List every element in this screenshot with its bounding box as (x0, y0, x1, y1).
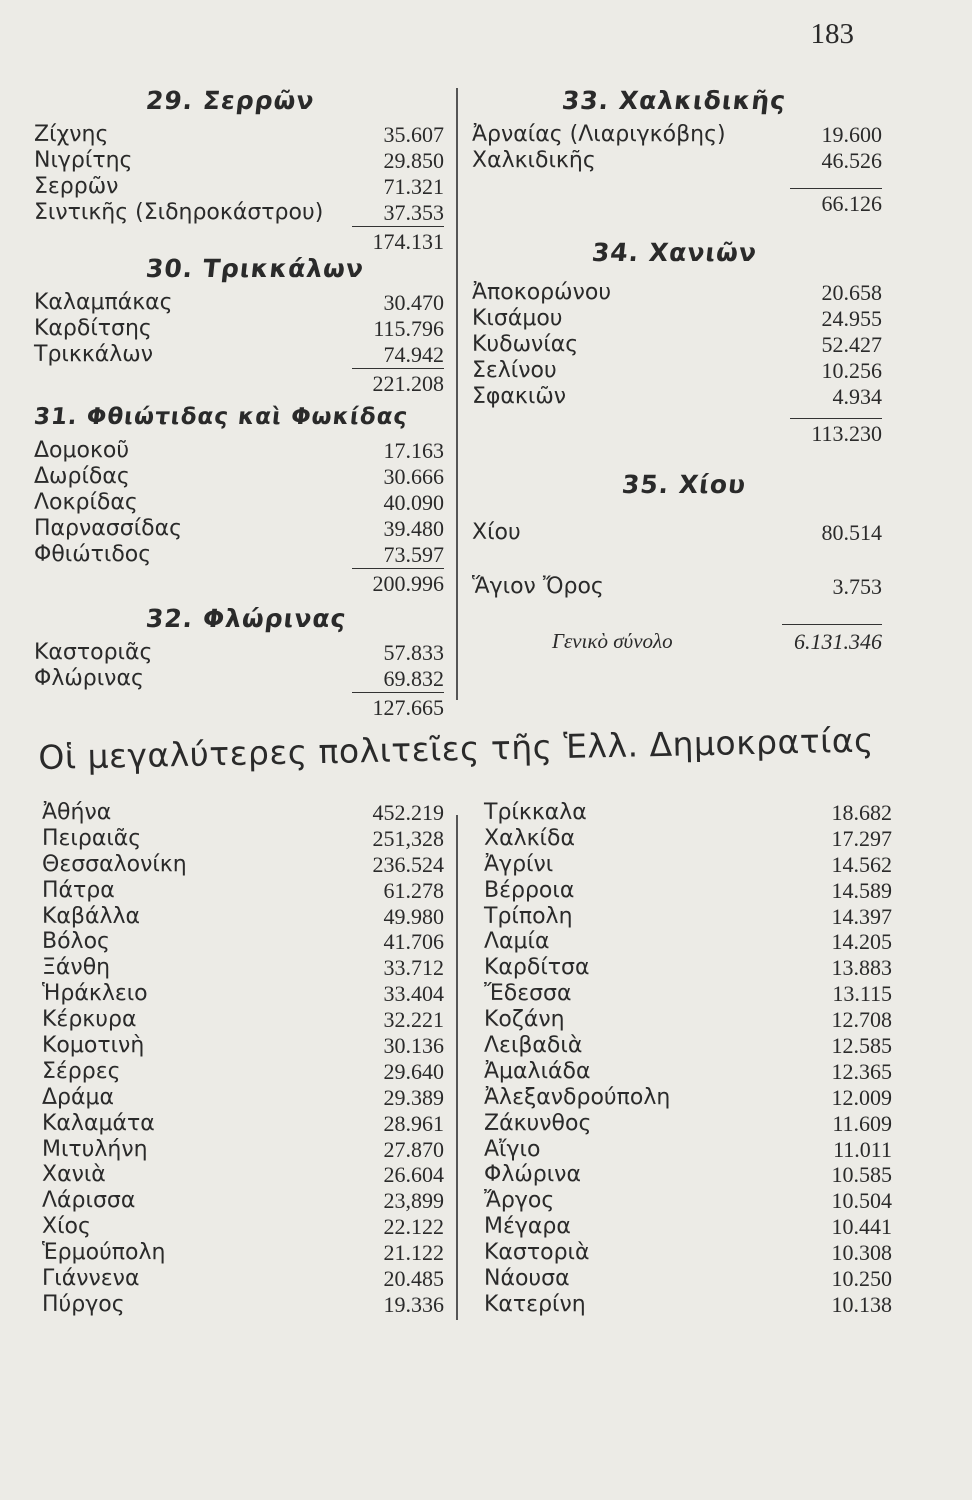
table-row (472, 280, 882, 306)
city-name: Κατερίνη (484, 1291, 586, 1317)
city-name: Κομοτινὴ (42, 1033, 145, 1059)
table-row (34, 516, 444, 542)
city-population: 27.870 (383, 1136, 444, 1162)
cities-title: Οἱ μεγαλύτερες πολιτεῖες τῆς Ἑλλ. Δημοκρατίας (38, 720, 875, 777)
row-name: Ἀποκορώνου (472, 280, 612, 305)
city-population: 10.250 (831, 1266, 892, 1292)
city-name: Κέρκυρα (42, 1007, 137, 1033)
city-name: Γιάννενα (42, 1266, 140, 1292)
city-population: 11.011 (833, 1136, 892, 1162)
list-item (484, 1007, 892, 1033)
row-value: 19.600 (821, 122, 882, 147)
row-value: 30.470 (383, 290, 444, 315)
table-row (34, 490, 444, 516)
column-divider (456, 815, 458, 1320)
row-name: Καστοριᾶς (34, 640, 153, 665)
row-value: 115.796 (373, 316, 444, 341)
list-item (484, 1162, 892, 1188)
city-name: Καρδίτσα (484, 955, 590, 981)
city-name: Λαμία (484, 929, 550, 955)
row-name: Δομοκοῦ (34, 438, 130, 463)
grand-total-label: Γενικὸ σύνολο (552, 629, 673, 653)
city-population: 13.115 (832, 981, 892, 1007)
row-name: Ἅγιον Ὄρος (472, 574, 604, 599)
city-name: Τρίκκαλα (484, 800, 587, 825)
city-population: 30.136 (383, 1033, 444, 1059)
city-population: 33.712 (383, 955, 444, 981)
list-item (42, 1162, 444, 1188)
row-name: Σιντικῆς (Σιδηροκάστρου) (34, 200, 324, 225)
row-value: 57.833 (383, 640, 444, 665)
list-item (484, 981, 892, 1007)
city-name: Καλαμάτα (42, 1110, 155, 1136)
list-item (484, 826, 892, 852)
total-value: 200.996 (352, 568, 444, 598)
city-population: 21.122 (383, 1240, 444, 1266)
row-value: 39.480 (383, 516, 444, 541)
city-name: Χίος (42, 1214, 91, 1240)
table-row (34, 200, 444, 226)
list-item (42, 826, 444, 852)
list-item (484, 852, 892, 878)
city-name: Ζάκυνθος (484, 1110, 592, 1136)
city-name: Σέρρες (42, 1058, 121, 1084)
table-row (472, 358, 882, 384)
row-name: Φλώρινας (34, 666, 144, 691)
section-total (34, 692, 444, 722)
table-row (472, 148, 882, 174)
row-value: 71.321 (383, 174, 444, 199)
city-name: Ξάνθη (42, 955, 111, 981)
city-population: 41.706 (383, 929, 444, 955)
city-name: Ἀλεξανδρούπολη (484, 1084, 671, 1110)
list-item (42, 955, 444, 981)
city-name: Αἴγιο (484, 1136, 541, 1162)
city-name: Πειραιᾶς (42, 825, 142, 851)
list-item (42, 1266, 444, 1292)
table-row (34, 438, 444, 464)
row-value: 74.942 (383, 342, 444, 367)
list-item (42, 1007, 444, 1033)
grand-total-value: 6.131.346 (782, 624, 882, 658)
city-population: 13.883 (831, 955, 892, 981)
table-row (34, 542, 444, 568)
table-row (472, 574, 882, 600)
row-value: 80.514 (821, 520, 882, 545)
city-population: 33.404 (383, 981, 444, 1007)
total-value: 127.665 (352, 692, 444, 722)
row-value: 37.353 (383, 200, 444, 225)
section-heading: 34. Χανιῶν (590, 238, 759, 267)
city-name: Φλώρινα (484, 1162, 581, 1188)
list-item (42, 1085, 444, 1111)
city-name: Ἀμαλιάδα (484, 1058, 591, 1084)
city-population: 12.708 (831, 1007, 892, 1033)
grand-total (472, 624, 882, 658)
row-name: Νιγρίτης (34, 148, 133, 173)
list-item (42, 1111, 444, 1137)
cities-list-right (484, 800, 892, 1318)
section-heading: 33. Χαλκιδικῆς (560, 86, 788, 115)
city-name: Θεσσαλονίκη (42, 851, 187, 877)
list-item (484, 1059, 892, 1085)
row-value: 3.753 (832, 574, 882, 599)
city-population: 14.205 (831, 929, 892, 955)
city-population: 12.585 (831, 1033, 892, 1059)
city-name: Πύργος (42, 1291, 125, 1317)
list-item (42, 1188, 444, 1214)
list-item (484, 1266, 892, 1292)
list-item (42, 878, 444, 904)
list-item (484, 1240, 892, 1266)
list-item (42, 1033, 444, 1059)
list-item (484, 800, 892, 826)
city-population: 61.278 (383, 877, 444, 903)
list-item (484, 929, 892, 955)
row-value: 52.427 (821, 332, 882, 357)
list-item (484, 1137, 892, 1163)
city-name: Λάρισσα (42, 1188, 136, 1214)
row-value: 29.850 (383, 148, 444, 173)
city-name: Ἄργος (484, 1188, 555, 1214)
table-row (34, 122, 444, 148)
table-row (472, 332, 882, 358)
row-name: Ἀρναίας (Λιαριγκόβης) (472, 122, 726, 147)
city-name: Βέρροια (484, 877, 575, 903)
list-item (42, 1240, 444, 1266)
city-population: 29.640 (383, 1058, 444, 1084)
section-total (472, 188, 882, 218)
table-row (34, 174, 444, 200)
table-row (34, 666, 444, 692)
row-name: Τρικκάλων (34, 342, 154, 367)
table-row (472, 122, 882, 148)
section-heading: 31. Φθιώτιδας καὶ Φωκίδας (32, 404, 410, 430)
city-name: Χαλκίδα (484, 825, 575, 851)
table-row (472, 384, 882, 410)
list-item (484, 1292, 892, 1318)
row-name: Χαλκιδικῆς (472, 148, 596, 173)
table-row (34, 316, 444, 342)
row-value: 24.955 (821, 306, 882, 331)
list-item (42, 904, 444, 930)
row-name: Παρνασσίδας (34, 516, 183, 541)
city-name: Χανιὰ (42, 1162, 106, 1188)
list-item (42, 800, 444, 826)
city-population: 28.961 (383, 1110, 444, 1136)
row-name: Κυδωνίας (472, 332, 579, 357)
city-population: 19.336 (383, 1291, 444, 1317)
row-name: Λοκρίδας (34, 490, 138, 515)
row-value: 10.256 (821, 358, 882, 383)
city-population: 251,328 (372, 825, 444, 851)
city-population: 10.308 (831, 1240, 892, 1266)
table-row (34, 640, 444, 666)
city-population: 14.562 (831, 851, 892, 877)
list-item (484, 1188, 892, 1214)
city-name: Πάτρα (42, 877, 115, 903)
list-item (484, 878, 892, 904)
city-name: Ἡράκλειο (42, 981, 148, 1007)
city-name: Μιτυλήνη (42, 1136, 148, 1162)
total-value: 113.230 (790, 418, 882, 448)
row-value: 69.832 (383, 666, 444, 691)
table-row (472, 520, 882, 546)
row-value: 17.163 (383, 438, 444, 463)
list-item (484, 1085, 892, 1111)
row-name: Κισάμου (472, 306, 563, 331)
city-population: 23,899 (383, 1188, 444, 1214)
row-value: 35.607 (383, 122, 444, 147)
city-name: Τρίπολη (484, 903, 573, 929)
table-row (472, 306, 882, 332)
row-name: Καλαμπάκας (34, 290, 173, 315)
city-population: 14.589 (831, 877, 892, 903)
row-value: 46.526 (821, 148, 882, 173)
section-total (34, 568, 444, 598)
city-population: 11.609 (832, 1110, 892, 1136)
city-population: 236.524 (372, 851, 444, 877)
row-name: Δωρίδας (34, 464, 130, 489)
city-name: Ἀθήνα (42, 800, 112, 825)
page-number: 183 (810, 18, 854, 50)
city-population: 29.389 (383, 1084, 444, 1110)
list-item (42, 981, 444, 1007)
column-divider (456, 88, 458, 700)
row-name: Σερρῶν (34, 174, 119, 199)
city-population: 22.122 (383, 1214, 444, 1240)
section-heading: 30. Τρικκάλων (144, 254, 366, 283)
prefecture-column-left (34, 80, 444, 730)
list-item (42, 1214, 444, 1240)
cities-list-left (42, 800, 444, 1318)
city-population: 18.682 (831, 800, 892, 825)
row-name: Φθιώτιδος (34, 542, 152, 567)
list-item (42, 1137, 444, 1163)
row-value: 30.666 (383, 464, 444, 489)
list-item (484, 1111, 892, 1137)
prefecture-column-right (472, 80, 882, 658)
city-population: 10.585 (831, 1162, 892, 1188)
row-value: 40.090 (383, 490, 444, 515)
list-item (42, 852, 444, 878)
city-name: Μέγαρα (484, 1214, 571, 1240)
row-value: 4.934 (832, 384, 882, 409)
row-name: Σελίνου (472, 358, 557, 383)
total-value: 221.208 (352, 368, 444, 398)
city-population: 452.219 (372, 800, 444, 825)
row-value: 73.597 (383, 542, 444, 567)
total-value: 66.126 (790, 188, 882, 218)
city-name: Νάουσα (484, 1266, 570, 1292)
row-value: 20.658 (821, 280, 882, 305)
city-population: 10.441 (831, 1214, 892, 1240)
city-name: Λειβαδιὰ (484, 1033, 583, 1059)
city-population: 10.138 (831, 1291, 892, 1317)
list-item (484, 955, 892, 981)
section-heading: 32. Φλώρινας (144, 604, 349, 633)
city-population: 14.397 (831, 903, 892, 929)
table-row (34, 342, 444, 368)
list-item (484, 1033, 892, 1059)
city-population: 12.365 (831, 1058, 892, 1084)
list-item (42, 1059, 444, 1085)
city-name: Ἑρμούπολη (42, 1240, 166, 1266)
city-population: 49.980 (383, 903, 444, 929)
row-name: Χίου (472, 520, 521, 545)
city-population: 20.485 (383, 1266, 444, 1292)
list-item (484, 904, 892, 930)
city-name: Ἀγρίνι (484, 851, 554, 877)
city-name: Δράμα (42, 1084, 115, 1110)
city-name: Καστοριὰ (484, 1240, 590, 1266)
section-heading: 29. Σερρῶν (144, 86, 317, 115)
city-population: 12.009 (831, 1084, 892, 1110)
section-total (472, 418, 882, 448)
table-row (34, 290, 444, 316)
city-population: 17.297 (831, 825, 892, 851)
city-name: Καβάλλα (42, 903, 141, 929)
city-population: 10.504 (831, 1188, 892, 1214)
city-name: Ἔδεσσα (484, 981, 572, 1007)
city-name: Κοζάνη (484, 1007, 565, 1033)
section-total (34, 368, 444, 398)
total-value: 174.131 (352, 226, 444, 256)
city-population: 32.221 (383, 1007, 444, 1033)
city-population: 26.604 (383, 1162, 444, 1188)
row-name: Καρδίτσης (34, 316, 152, 341)
list-item (42, 1292, 444, 1318)
city-name: Βόλος (42, 929, 110, 955)
list-item (42, 929, 444, 955)
row-name: Σφακιῶν (472, 384, 567, 409)
row-name: Ζίχνης (34, 122, 109, 147)
list-item (484, 1214, 892, 1240)
table-row (34, 148, 444, 174)
table-row (34, 464, 444, 490)
section-heading: 35. Χίου (620, 470, 748, 499)
